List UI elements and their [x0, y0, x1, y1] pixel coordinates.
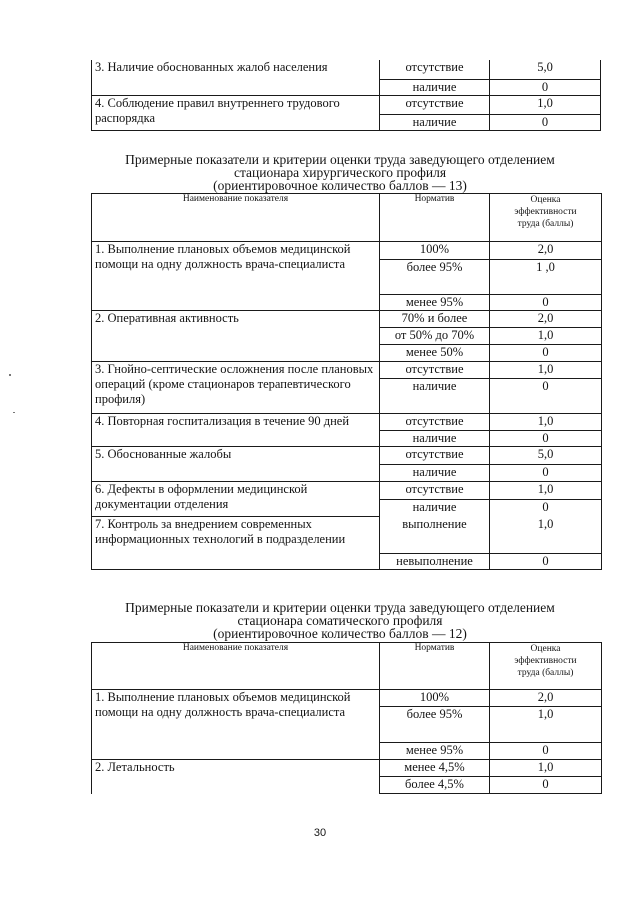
norm-value: менее 50%: [380, 345, 490, 362]
norm-value: менее 95%: [380, 295, 490, 311]
norm-value: 100%: [380, 242, 490, 260]
scan-mark: [13, 412, 15, 413]
heading-line: (ориентировочное количество баллов — 12): [213, 626, 467, 641]
surgical-heading: [60, 153, 620, 192]
norm-value: наличие: [380, 465, 490, 482]
norm-value: наличие: [380, 500, 490, 517]
norm-value: наличие: [380, 114, 490, 130]
heading-line: Примерные показатели и критерии оценки труда заведующего отделением: [125, 152, 555, 167]
score-value: 0: [490, 500, 602, 517]
score-value: 0: [490, 79, 601, 95]
score-value: 2,0: [490, 242, 602, 260]
norm-value: отсутствие: [380, 414, 490, 431]
norm-value: 70% и более: [380, 311, 490, 328]
score-value: 2,0: [490, 690, 602, 707]
norm-value: менее 4,5%: [380, 760, 490, 777]
norm-value: 100%: [380, 690, 490, 707]
norm-value: отсутствие: [380, 447, 490, 465]
criterion-name: 3. Гнойно-септические осложнения после плановых операций (кроме стационаров терапевтического профиля): [92, 362, 380, 414]
header-line: Оценка: [530, 644, 561, 654]
score-value: 0: [490, 743, 602, 760]
heading-line: стационара хирургического профиля: [233, 165, 447, 180]
norm-value: менее 95%: [380, 743, 490, 760]
column-header-norm: Норматив: [380, 194, 490, 242]
header-line: труда (баллы): [517, 668, 574, 678]
norm-value: отсутствие: [380, 95, 490, 114]
column-header-name: Наименование показателя: [92, 194, 380, 242]
column-header-score: [490, 643, 602, 690]
score-value: 0: [490, 114, 601, 130]
norm-value: более 95%: [380, 707, 490, 743]
score-value: 1,0: [490, 517, 602, 554]
criterion-name: 2. Летальность: [92, 760, 380, 794]
score-value: 2,0: [490, 311, 602, 328]
norm-value: отсутствие: [380, 482, 490, 500]
score-value: 1,0: [490, 328, 602, 345]
score-value: 0: [490, 554, 602, 570]
score-value: 1,0: [490, 760, 602, 777]
norm-value: наличие: [380, 431, 490, 447]
score-value: 5,0: [490, 447, 602, 465]
scan-mark: [9, 374, 11, 376]
heading-line: (ориентировочное количество баллов — 13): [213, 178, 467, 193]
score-value: 0: [490, 465, 602, 482]
criterion-name: 1. Выполнение плановых объемов медицинской помощи на одну должность врача-специалиста: [92, 242, 380, 311]
score-value: 1,0: [490, 362, 602, 379]
norm-value: наличие: [380, 79, 490, 95]
score-value: 1 ,0: [490, 260, 602, 295]
heading-line: стационара соматического профиля: [237, 613, 443, 628]
score-value: 0: [490, 379, 602, 414]
norm-value: отсутствие: [380, 60, 490, 79]
norm-value: выполнение: [380, 517, 490, 554]
top-criteria-table: [91, 60, 601, 131]
header-line: эффективности: [514, 656, 577, 666]
criterion-name: 4. Соблюдение правил внутреннего трудового распорядка: [92, 95, 380, 130]
norm-value: невыполнение: [380, 554, 490, 570]
column-header-name: Наименование показателя: [92, 643, 380, 690]
score-value: 1,0: [490, 707, 602, 743]
criterion-name: 5. Обоснованные жалобы: [92, 447, 380, 482]
score-value: 1,0: [490, 95, 601, 114]
score-value: 5,0: [490, 60, 601, 79]
criterion-name: 3. Наличие обоснованных жалоб населения: [92, 60, 380, 95]
score-value: 1,0: [490, 414, 602, 431]
header-line: эффективности: [514, 207, 577, 217]
surgical-criteria-table: [91, 193, 602, 570]
score-value: 0: [490, 431, 602, 447]
criterion-name: 6. Дефекты в оформлении медицинской документации отделения: [92, 482, 380, 517]
norm-value: более 95%: [380, 260, 490, 295]
column-header-score: [490, 194, 602, 242]
criterion-name: 2. Оперативная активность: [92, 311, 380, 362]
score-value: 0: [490, 295, 602, 311]
score-value: 1,0: [490, 482, 602, 500]
header-line: труда (баллы): [517, 219, 574, 229]
norm-value: от 50% до 70%: [380, 328, 490, 345]
norm-value: отсутствие: [380, 362, 490, 379]
score-value: 0: [490, 345, 602, 362]
norm-value: более 4,5%: [380, 777, 490, 794]
somatic-heading: [60, 601, 620, 640]
criterion-name: 7. Контроль за внедрением современных информационных технологий в подразделении: [92, 517, 380, 570]
header-line: Оценка: [530, 195, 561, 205]
norm-value: наличие: [380, 379, 490, 414]
criterion-name: 1. Выполнение плановых объемов медицинской помощи на одну должность врача-специалиста: [92, 690, 380, 760]
score-value: 0: [490, 777, 602, 794]
somatic-criteria-table: [91, 642, 602, 794]
heading-line: Примерные показатели и критерии оценки труда заведующего отделением: [125, 600, 555, 615]
criterion-name: 4. Повторная госпитализация в течение 90 дней: [92, 414, 380, 447]
column-header-norm: Норматив: [380, 643, 490, 690]
page-number: 30: [313, 827, 327, 839]
